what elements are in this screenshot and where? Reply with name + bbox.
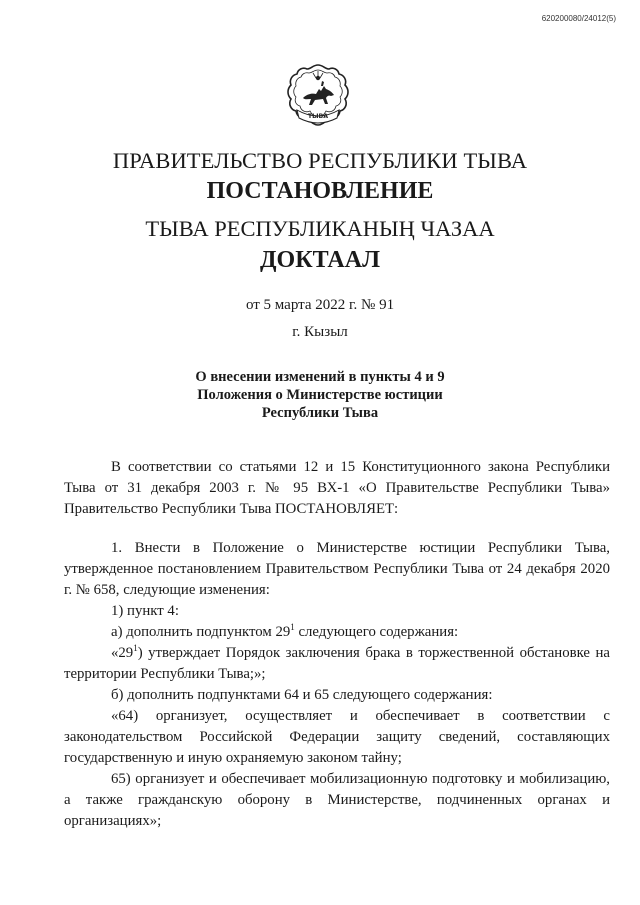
document-type: ПОСТАНОВЛЕНИЕ	[206, 178, 434, 204]
superscript: 1	[290, 622, 295, 633]
document-code: 620200080/24012(5)	[541, 14, 616, 23]
svg-text:ТЫВА: ТЫВА	[307, 113, 329, 120]
document-subject	[180, 368, 460, 422]
subitem-paragraph: 1) пункт 4:	[111, 603, 179, 619]
text-run: а) дополнить подпунктом 29	[111, 624, 291, 640]
subitem-b-paragraph: б) дополнить подпунктами 64 и 65 следующего содержания:	[111, 687, 493, 703]
city-line: г. Кызыл	[292, 324, 348, 340]
superscript: 1	[133, 643, 138, 654]
text-run: «29	[111, 645, 134, 661]
quoted-subitem-65: 65) организует и обеспечивает мобилизационную подготовку и мобилизацию, а также гражданскую оборону в Министерстве, подчиненных органах и организациях»;	[64, 771, 610, 829]
preamble-paragraph: В соответствии со статьями 12 и 15 Конституционного закона Республики Тыва от 31 декабря 2003 г. № 95 ВХ-1 «О Правительстве Республики Тыва» Правительство Республики Тыва ПОСТАНОВЛЯЕТ:	[64, 459, 610, 517]
government-title: ПРАВИТЕЛЬСТВО РЕСПУБЛИКИ ТЫВА	[112, 148, 528, 173]
item-1-paragraph: 1. Внести в Положение о Министерстве юстиции Республики Тыва, утвержденное постановлением Правительством Республики Тыва от 24 декабря 2020 г. № 658, следующие изменения:	[64, 540, 610, 598]
quoted-subitem-29-1	[64, 643, 610, 685]
tuva-emblem-icon	[283, 62, 353, 134]
amendments-block	[64, 538, 610, 832]
quoted-subitem-64: «64) организует, осуществляет и обеспечивает в соответствии с законодательством Российской Федерации защиту сведений, составляющих государственную и иную охраняемую законом тайну;	[64, 708, 610, 766]
government-title-tyvan: ТЫВА РЕСПУБЛИКАНЫҢ ЧАЗАА	[145, 216, 495, 241]
text-run: ) утверждает Порядок заключения брака в торжественной обстановке на территории Республики Тыва;»;	[64, 645, 610, 682]
subject-line: Республики Тыва	[261, 405, 379, 421]
preamble-block	[64, 457, 610, 520]
subject-line: Положения о Министерстве юстиции	[197, 387, 443, 403]
subitem-a-paragraph	[64, 622, 610, 643]
date-number-line: от 5 марта 2022 г. № 91	[245, 297, 395, 313]
text-run: следующего содержания:	[294, 624, 459, 640]
document-type-tyvan: ДОКТААЛ	[260, 247, 380, 273]
subject-line: О внесении изменений в пункты 4 и 9	[195, 369, 445, 385]
